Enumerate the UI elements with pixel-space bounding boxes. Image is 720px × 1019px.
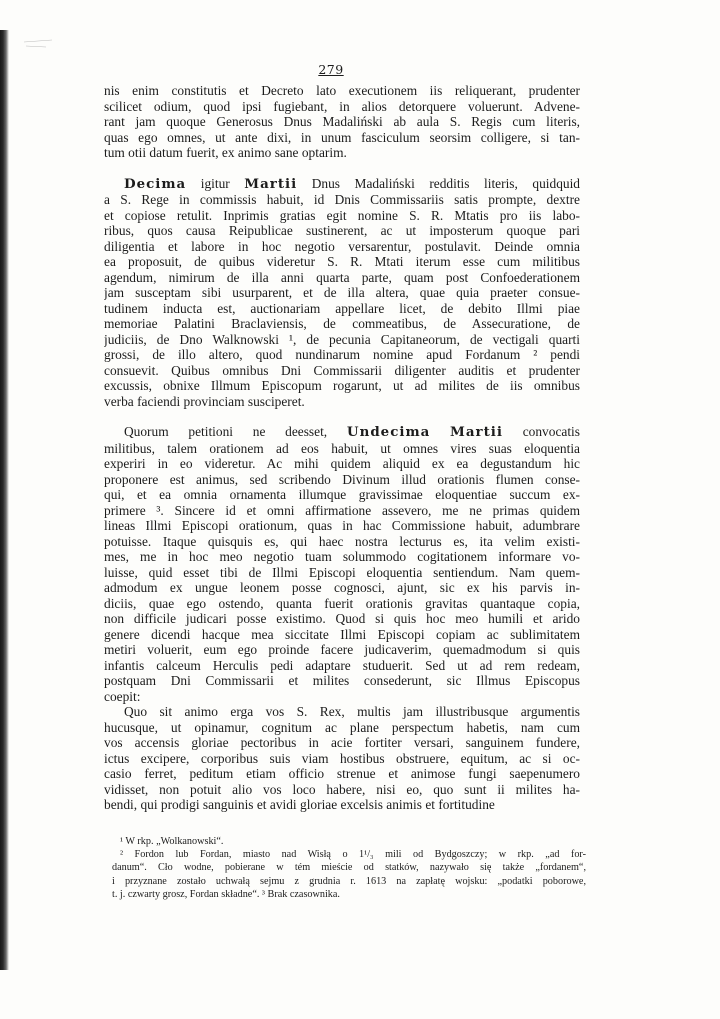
scan-binding-edge (0, 30, 9, 970)
paragraph (104, 176, 580, 410)
text-line: consuevit. Quibus omnibus Dni Commissarii diligenter auditis et prudenter (104, 362, 580, 378)
text-line: infantis calceum Herculis pedi adaptare studuerit. Sed ut ad rem redeam, (104, 657, 580, 673)
footnote-line: t. j. czwarty grosz, Fordan składne“. ³ Brak czasownika. (112, 888, 340, 900)
scan-artifact-mark (22, 34, 62, 64)
text-line: excussis, obnixe Illmum Episcopum rogarunt, ut ad milites de iis omnibus (104, 378, 580, 393)
text-line: a S. Rege in commissis habuit, id Dnis Commissariis satis prompte, dextre (104, 192, 580, 207)
text-line: rant jam quoque Generosus Dnus Madaliński ab aula S. Regis cum literis, (104, 114, 580, 129)
text-line: non difficile judicari posse existimo. Quod si quis hoc meo humili et arido (104, 611, 580, 626)
text-line: qui, et ea omnia ornamenta illumque gravissimae eloquentiae succum ex- (104, 487, 580, 502)
text-line: militibus, talem orationem ad eos habuit, ut omnes vires suas eloquentia (104, 440, 580, 456)
text-line: nis enim constitutis et Decreto lato executionem iis reliquerant, prudenter (104, 83, 580, 98)
text-line: jam susceptam sibi usurparent, et de illa altera, quae quia praeter consue- (104, 285, 580, 300)
text-line: agendum, nimirum de illa anni quarta parte, quam post Confoederationem (104, 269, 580, 285)
text-line: vos accensis gloriae pectoribus in acie fortiter versari, sanguinem fundere, (104, 735, 580, 750)
text-line: ea proposuit, de quibus videretur S. R. Mtati iterum esse cum militibus (104, 254, 580, 269)
emphasized-date: Undecima (346, 424, 431, 440)
text-line: grossi, de illo altero, quod nundinarum nomine apud Fordanum ² pendi (104, 347, 580, 362)
footnote-line: i przyznane zostało uchwałą sejmu z grudnia r. 1613 na zapłatę wojsku: „podatki poborowe, (112, 875, 586, 887)
emphasized-date: Martii (450, 424, 503, 440)
text-line: et copiose retulit. Inprimis gratias egit nomine S. R. Mtatis pro iis labo- (104, 207, 580, 223)
text-line: quas ego omnes, ut ante dixi, in unum fasciculum seorsim colligere, si tan- (104, 129, 580, 145)
text-line: potuisse. Itaque quisquis es, qui haec nostra lecturus es, ita velim existi- (104, 533, 580, 549)
text-line: diciis, quae ego ostendo, quanta fuerit orationis gravitas quantaque copia, (104, 595, 580, 611)
paragraph-gap (104, 161, 580, 176)
text-line: ictus excipere, corporibus suis viam hostibus obstruere, equitum, ac si oc- (104, 750, 580, 766)
paragraph (104, 83, 580, 161)
text-line: luisse, quid esset tibi de Illmi Episcopi eloquentia sentiendum. Nam quem- (104, 564, 580, 580)
text-line: lineas Illmi Episcopi orationum, quas in hac Commissione habuit, adumbrare (104, 518, 580, 533)
text-line: tudinem inducta est, auctionariam appellare licet, de debito Illmi piae (104, 300, 580, 316)
text-line: Decima igitur Martii Dnus Madaliński redditis literis, quidquid (124, 175, 580, 192)
text-line: genere dicendi hacque mea siccitate Illmi Episcopi copiam ac sublimitatem (104, 626, 580, 642)
text-line: scilicet odium, quod ipsi fugiebant, in alios detorquere voluerunt. Advene- (104, 98, 580, 114)
text-line: judiciis, de Dno Walknowski ¹, de pecunia Capitaneorum, de vectigali quarti (104, 331, 580, 347)
text-line: metiri voluerit, eum ego proinde facere judicaverim, quemadmodum si quis (104, 642, 580, 657)
footnote-line: ² Fordon lub Fordan, miasto nad Wisłą o 1¹/₃ mili od Bydgoszczy; w rkp. „ad for- (120, 849, 586, 861)
text-line: diligentia et labore in hoc negotio versarentur, postulavit. Deinde omnia (104, 238, 580, 254)
text-line: Quorum petitioni ne deesset, Undecima Martii convocatis (124, 424, 580, 440)
text-line: postquam Dni Commissarii et milites consederunt, sic Illmus Episcopus (104, 673, 580, 688)
text-line: admodum ex ungue leonem posse cognosci, ajunt, sic ex his parvis in- (104, 580, 580, 595)
paragraph (104, 704, 580, 813)
text-line: mes, me in hoc meo negotio tuam solummodo cogitationem informare vo- (104, 549, 580, 564)
text-line: Quo sit animo erga vos S. Rex, multis jam illustribusque argumentis (124, 704, 580, 719)
text-line: primere ³. Sincere id et omni affirmatione assevero, me ne primas quidem (104, 502, 580, 518)
footnote-line: ¹ W rkp. „Wolkanowski“. (120, 836, 224, 847)
text-line: hucusque, ut opinamur, cognitum ac plane perspectum habetis, nam cum (104, 719, 580, 735)
text-line: memoriae Palatini Braclaviensis, de commeatibus, de Assecuratione, de (104, 316, 580, 331)
text-line: vidisset, non potuit alio vos loco habere, nisi eo, quo sunt ii milites ha- (104, 781, 580, 797)
emphasized-date: Martii (244, 175, 298, 192)
text-line: experiri in eo videretur. Ac mihi quidem aliquid ex ea degustandum hic (104, 456, 580, 471)
text-line: proponere est animus, sed scribendo Divinum illud orationis flumen conse- (104, 471, 580, 487)
text-line: verba faciendi provinciam susciperet. (104, 393, 305, 409)
page-number: 279 (318, 62, 344, 77)
text-line: coepit: (104, 688, 141, 704)
paragraph-gap (104, 409, 580, 424)
footnote-line: danum“. Cło wodne, pobierane w tém mieście od statków, nazywało się także „fordanem“, (112, 862, 586, 874)
text-line: bendi, qui prodigi sanguinis et avidi gloriae excelsis animis et fortitudine (104, 797, 495, 812)
text-line: ribus, quos causa Reipublicae sustinerent, ac ut imposterum quoque pari (104, 223, 580, 238)
paragraph (104, 424, 580, 704)
body-text (104, 83, 580, 813)
footnotes (112, 835, 586, 901)
text-line: tum otii datum fuerit, ex animo sane optarim. (104, 145, 347, 160)
emphasized-date: Decima (124, 175, 187, 192)
text-line: casio ferret, peditum etiam officio strenue et animose fungi saepenumero (104, 766, 580, 781)
